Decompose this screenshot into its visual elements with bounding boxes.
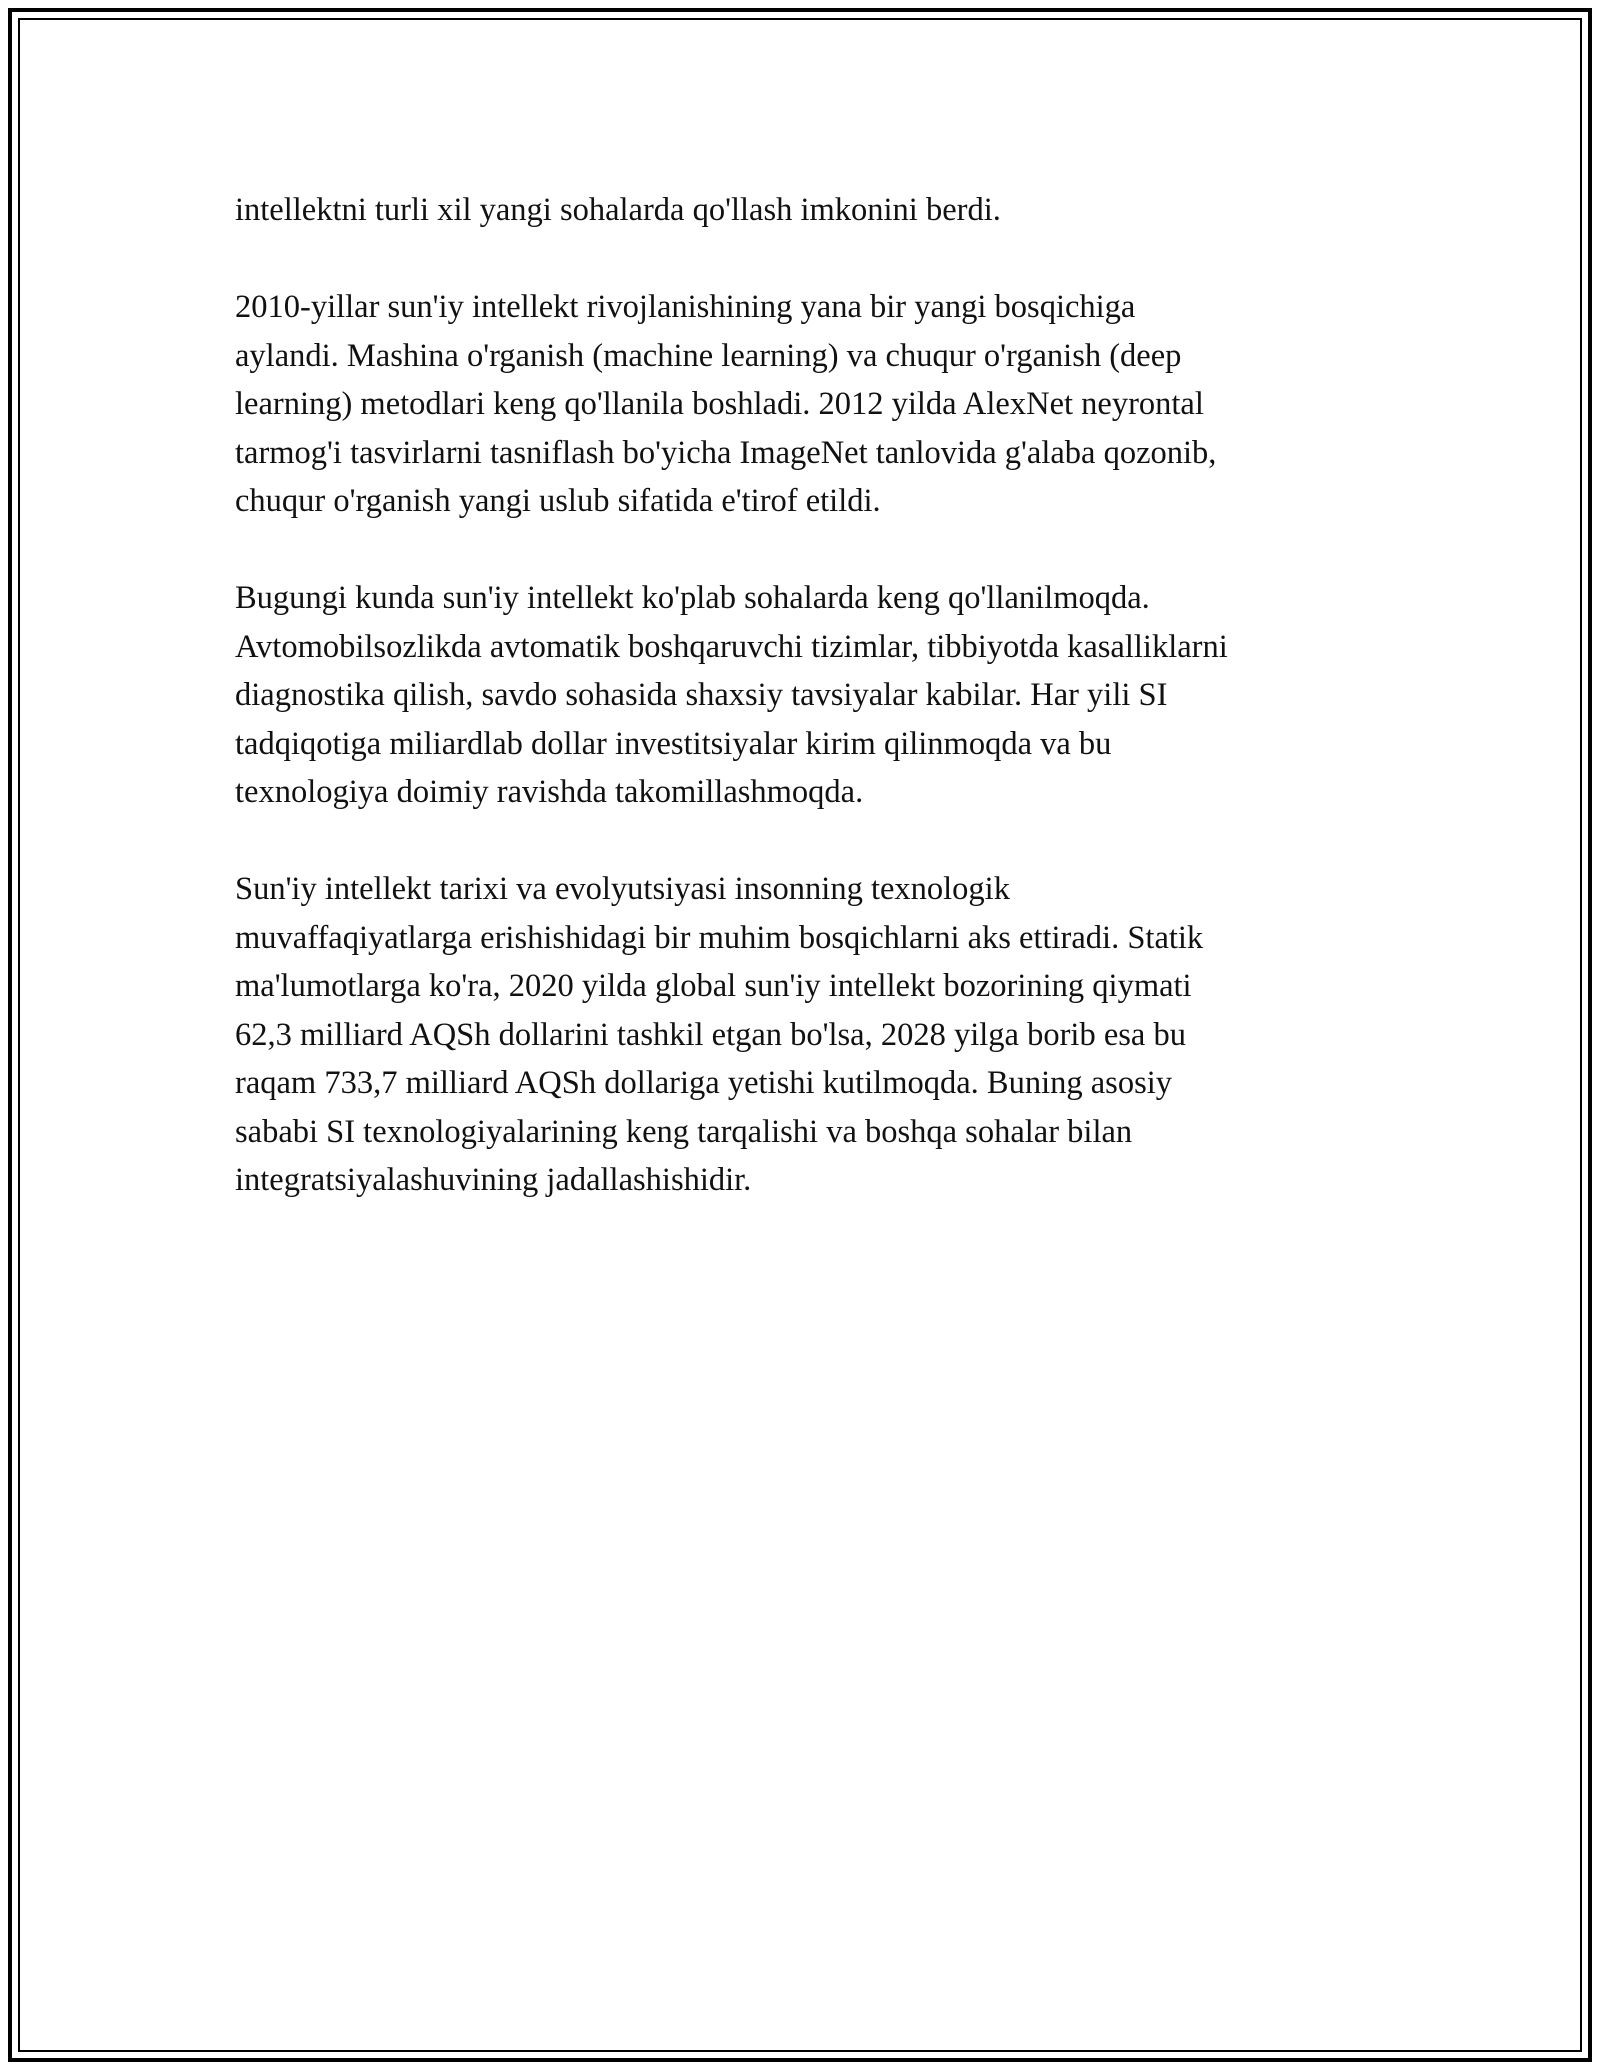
paragraph xyxy=(235,574,1385,817)
paragraph xyxy=(235,865,1385,1205)
text-line: raqam 733,7 milliard AQSh dollariga yetishi kutilmoqda. Buning asosiy xyxy=(235,1065,1172,1101)
paragraph xyxy=(235,283,1385,526)
text-line: Bugungi kunda sun'iy intellekt ko'plab sohalarda keng qo'llanilmoqda. xyxy=(235,580,1150,616)
text-line: learning) metodlari keng qo'llanila boshladi. 2012 yilda AlexNet neyrontal xyxy=(235,386,1204,422)
document-body xyxy=(235,186,1385,1253)
text-line: muvaffaqiyatlarga erishishidagi bir muhim bosqichlarni aks ettiradi. Statik xyxy=(235,919,1204,956)
text-line: 2010-yillar sun'iy intellekt rivojlanishining yana bir yangi bosqichiga xyxy=(235,289,1136,325)
text-line: Sun'iy intellekt tarixi va evolyutsiyasi insonning texnologik xyxy=(235,871,1010,907)
text-line: Avtomobilsozlikda avtomatik boshqaruvchi tizimlar, tibbiyotda kasalliklarni xyxy=(235,628,1228,665)
text-line: chuqur o'rganish yangi uslub sifatida e'tirof etildi. xyxy=(235,483,881,519)
text-line: intellektni turli xil yangi sohalarda qo'llash imkonini berdi. xyxy=(235,192,1001,228)
text-line: tarmog'i tasvirlarni tasniflash bo'yicha ImageNet tanlovida g'alaba qozonib, xyxy=(235,434,1217,471)
text-line: sababi SI texnologiyalarining keng tarqalishi va boshqa sohalar bilan xyxy=(235,1113,1133,1150)
text-line: ma'lumotlarga ko'ra, 2020 yilda global sun'iy intellekt bozorining qiymati xyxy=(235,968,1192,1004)
text-line: 62,3 milliard AQSh dollarini tashkil etgan bo'lsa, 2028 yilga borib esa bu xyxy=(235,1016,1186,1053)
text-line: diagnostika qilish, savdo sohasida shaxsiy tavsiyalar kabilar. Har yili SI xyxy=(235,677,1168,713)
paragraph xyxy=(235,186,1385,235)
text-line: integratsiyalashuvining jadallashishidir. xyxy=(235,1162,752,1198)
text-line: texnologiya doimiy ravishda takomillashmoqda. xyxy=(235,774,864,810)
text-line: tadqiqotiga miliardlab dollar investitsiyalar kirim qilinmoqda va bu xyxy=(235,725,1112,762)
text-line: aylandi. Mashina o'rganish (machine learning) va chuqur o'rganish (deep xyxy=(235,337,1182,374)
